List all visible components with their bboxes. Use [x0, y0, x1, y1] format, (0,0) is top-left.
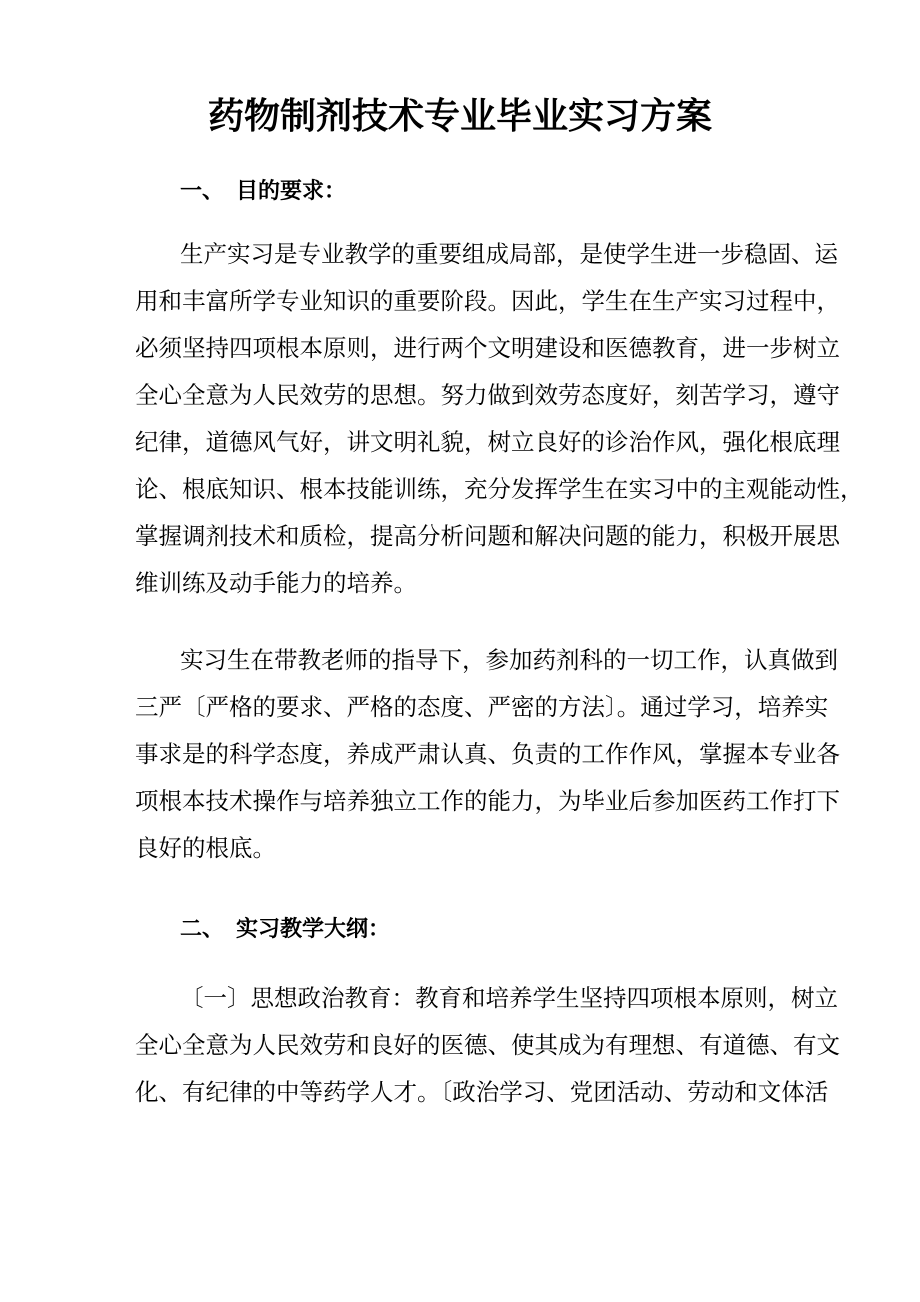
section-heading-2 [180, 912, 390, 943]
paragraph-line: 必须坚持四项根本原则，进行两个文明建设和医德教育，进一步树立 [135, 334, 840, 362]
paragraph-line: 掌握调剂技术和质检，提高分析问题和解决问题的能力，积极开展思 [135, 522, 840, 550]
paragraph-line: 良好的根底。 [135, 834, 276, 862]
paragraph-line: 全心全意为人民效劳和良好的医德、使其成为有理想、有道德、有文 [135, 1031, 840, 1059]
section-number: 二、 [180, 916, 225, 942]
paragraph-line: 生产实习是专业教学的重要组成局部，是使学生进一步稳固、运 [180, 240, 838, 268]
paragraph-line: 实习生在带教老师的指导下，参加药剂科的一切工作，认真做到 [180, 646, 838, 674]
paragraph-line: 化、有纪律的中等药学人才。〔政治学习、党团活动、劳动和文体活 [135, 1078, 829, 1106]
paragraph-line: 论、根底知识、根本技能训练，充分发挥学生在实习中的主观能动性， [135, 475, 864, 503]
paragraph-line: 三严〔严格的要求、严格的态度、严密的方法〕。通过学习，培养实 [135, 693, 829, 721]
paragraph-line: 全心全意为人民效劳的思想。努力做到效劳态度好，刻苦学习，遵守 [135, 381, 840, 409]
section-number: 一、 [180, 178, 225, 204]
paragraph-line: 维训练及动手能力的培养。 [135, 569, 417, 597]
paragraph-line: 项根本技术操作与培养独立工作的能力，为毕业后参加医药工作打下 [135, 787, 840, 815]
paragraph-line: 用和丰富所学专业知识的重要阶段。因此，学生在生产实习过程中， [135, 287, 840, 315]
paragraph-line: 事求是的科学态度，养成严肃认真、负责的工作作风，掌握本专业各 [135, 740, 840, 768]
section-heading-1 [180, 174, 346, 205]
section-title: 目的要求： [236, 178, 347, 204]
section-title: 实习教学大纲： [236, 916, 391, 942]
paragraph-line: 〔一〕思想政治教育：教育和培养学生坚持四项根本原则，树立 [180, 984, 838, 1012]
document-title: 药物制剂技术专业毕业实习方案 [207, 95, 712, 137]
paragraph-line: 纪律，道德风气好，讲文明礼貌，树立良好的诊治作风，强化根底理 [135, 428, 840, 456]
